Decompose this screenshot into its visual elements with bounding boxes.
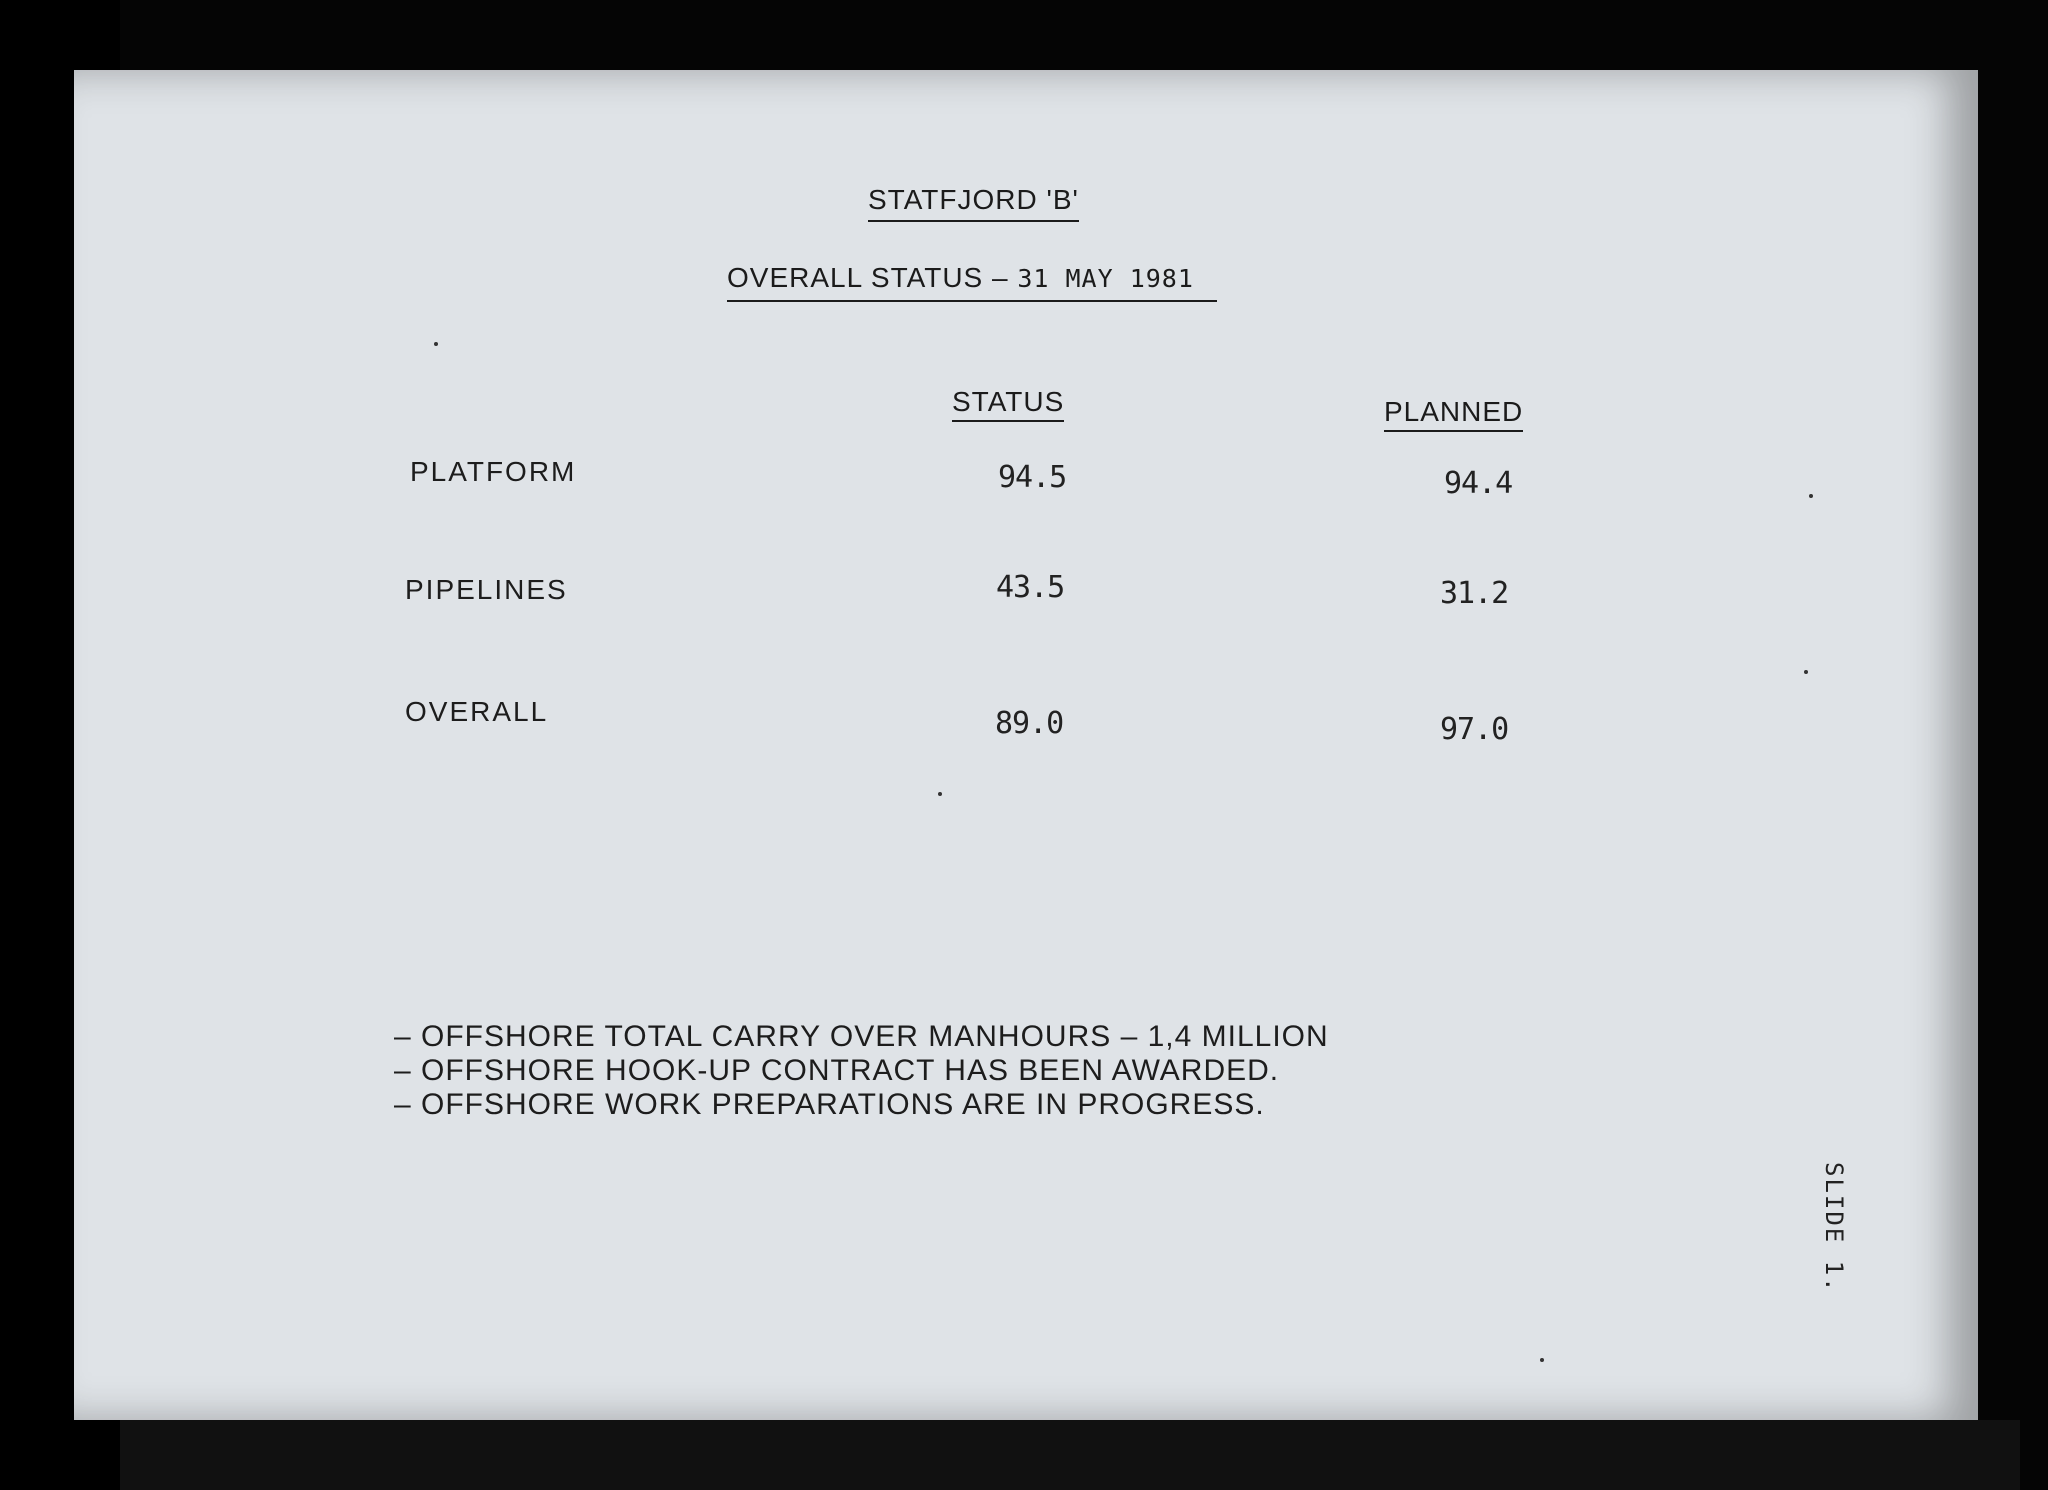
row-label-overall: OVERALL	[405, 696, 549, 727]
scan-speck	[434, 342, 438, 346]
slide-label: SLIDE 1.	[1820, 1162, 1848, 1294]
document-title: STATFJORD 'B'	[868, 184, 1079, 222]
pipelines-planned-value: 31.2	[1440, 576, 1509, 611]
platform-planned-value: 94.4	[1444, 466, 1513, 501]
platform-status-value: 94.5	[998, 460, 1067, 495]
row-label-pipelines: PIPELINES	[405, 574, 568, 605]
column-header-planned: PLANNED	[1384, 396, 1523, 432]
column-header-status: STATUS	[952, 386, 1064, 422]
note-line-3: – OFFSHORE WORK PREPARATIONS ARE IN PROGRESS.	[394, 1088, 1265, 1121]
subtitle-date: 31 MAY 1981	[1017, 264, 1194, 293]
note-line-1: – OFFSHORE TOTAL CARRY OVER MANHOURS – 1,4 MILLION	[394, 1020, 1329, 1053]
note-line-2: – OFFSHORE HOOK-UP CONTRACT HAS BEEN AWARDED.	[394, 1054, 1280, 1087]
overall-planned-value: 97.0	[1440, 712, 1509, 747]
row-label-platform: PLATFORM	[410, 456, 577, 487]
scan-speck	[1540, 1358, 1544, 1362]
scan-speck	[938, 792, 942, 796]
scan-speck	[1809, 494, 1813, 498]
scan-border-bottom	[120, 1420, 2020, 1490]
pipelines-status-value: 43.5	[996, 570, 1065, 605]
document-subtitle	[727, 262, 1217, 302]
scan-speck	[1804, 670, 1808, 674]
subtitle-prefix: OVERALL STATUS –	[727, 262, 1009, 293]
overall-status-value: 89.0	[995, 706, 1064, 741]
